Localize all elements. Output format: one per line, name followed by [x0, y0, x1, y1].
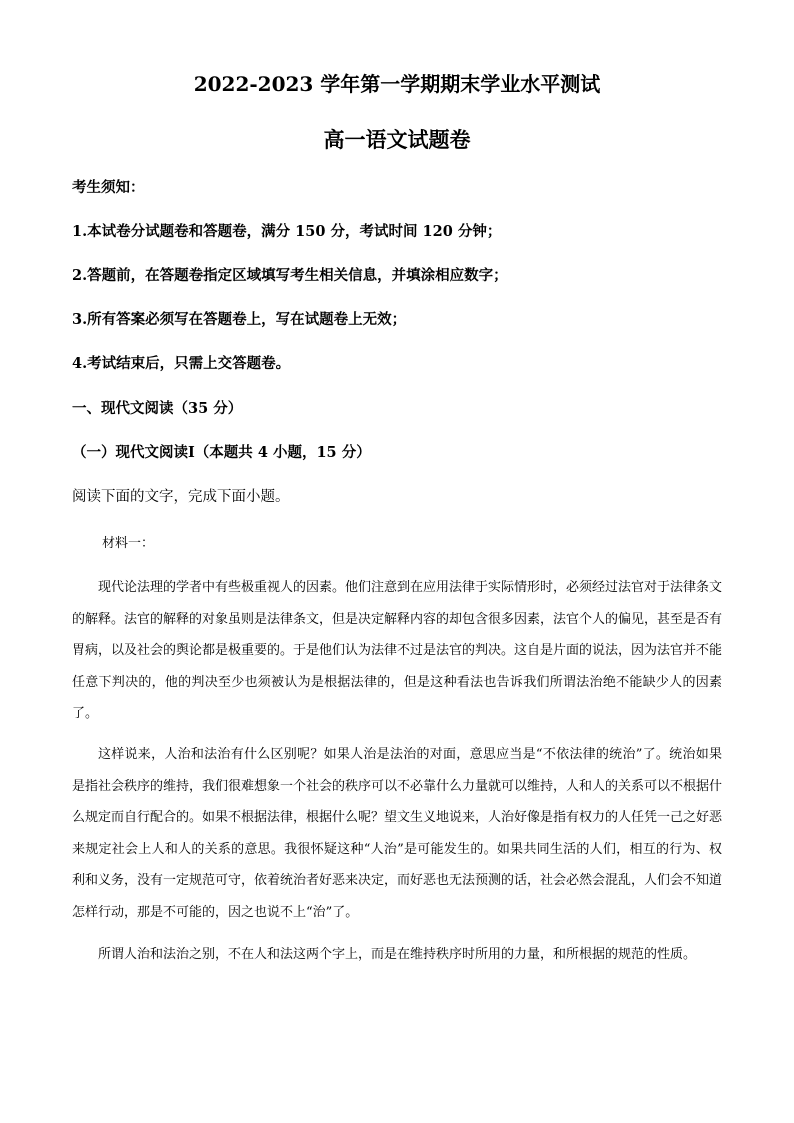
exam-title: 2022-2023 学年第一学期期末学业水平测试 [193, 72, 601, 96]
notice-heading: 考生须知： [72, 179, 145, 196]
notice-item: 4.考试结束后，只需上交答题卷。 [72, 355, 291, 372]
section-heading: 一、现代文阅读（35 分） [72, 400, 243, 417]
notice-item: 3.所有答案必须写在答题卷上，写在试题卷上无效； [72, 311, 407, 328]
subsection-heading: （一）现代文阅读Ⅰ（本题共 4 小题，15 分） [72, 444, 371, 461]
notice-item: 1.本试卷分试题卷和答题卷，满分 150 分，考试时间 120 分钟； [72, 223, 502, 240]
notice-item: 2.答题前，在答题卷指定区域填写考生相关信息，并填涂相应数字； [72, 267, 508, 284]
material-paragraph: 所谓人治和法治之别，不在人和法这两个字上，而是在维持秩序时所用的力量，和所根据的规范的性质。 [98, 947, 697, 962]
reading-instruction: 阅读下面的文字，完成下面小题。 [72, 489, 290, 505]
material-paragraph: 这样说来，人治和法治有什么区别呢？如果人治是法治的对面，意思应当是“不依法律的统治”了。统治如果是指社会秩序的维持，我们很难想象一个社会的秩序可以不必靠什么力量就可以维持，人和人的关系可以不根据什么规定而自行配合的。如果不根据法律，根据什么呢？望文生义地说来，人治好像是指有权力的人任凭一己之好恶来规定社会上人和人的关系的意思。我很怀疑这种“人治”是可能发生的。如果共同生活的人们，相互的行为、权利和义务，没有一定规范可守，依着统治者好恶来决定，而好恶也无法预测的话，社会必然会混乱，人们会不知道怎样行动，那是不可能的，因之也说不上“治”了。 [72, 747, 723, 920]
material-label: 材料一： [102, 536, 155, 551]
exam-subtitle: 高一语文试题卷 [323, 127, 471, 152]
material-paragraph: 现代论法理的学者中有些极重视人的因素。他们注意到在应用法律于实际情形时，必须经过法官对于法律条文的解释。法官的解释的对象虽则是法律条文，但是决定解释内容的却包含很多因素，法官个人的偏见，甚至是否有胃病，以及社会的舆论都是极重要的。于是他们认为法律不过是法官的判决。这自是片面的说法，因为法官并不能任意下判决的，他的判决至少也须被认为是根据法律的，但是这种看法也告诉我们所谓法治绝不能缺少人的因素了。 [72, 580, 723, 721]
